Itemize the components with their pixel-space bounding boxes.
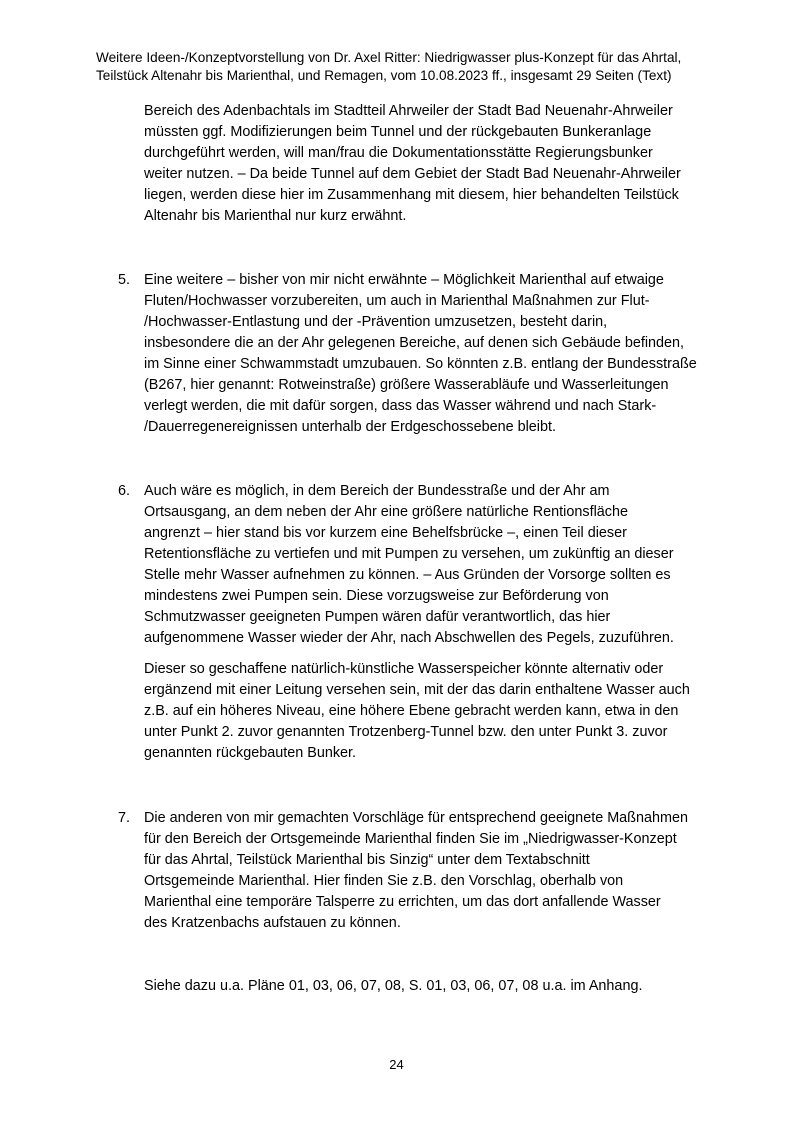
text-line: verlegt werden, die mit dafür sorgen, dass das Wasser während und nach Stark-: [144, 398, 657, 414]
page-header: [96, 49, 736, 85]
text-line: Marienthal eine temporäre Talsperre zu errichten, um das dort anfallende Wasser: [144, 894, 661, 910]
text-line: im Sinne einer Schwammstadt umzubauen. So könnten z.B. entlang der Bundesstraße: [144, 356, 697, 372]
text-line: /Dauerregenereignissen unterhalb der Erdgeschossebene bleibt.: [144, 419, 557, 435]
text-line: Bereich des Adenbachtals im Stadtteil Ahrweiler der Stadt Bad Neuenahr-Ahrweiler: [144, 103, 673, 119]
item-6-paragraph: [144, 481, 744, 649]
text-line: Ortsgemeinde Marienthal. Hier finden Sie z.B. den Vorschlag, oberhalb von: [144, 873, 624, 889]
text-line: Altenahr bis Marienthal nur kurz erwähnt.: [144, 208, 407, 224]
text-line: aufgenommene Wasser wieder der Ahr, nach Abschwellen des Pegels, zuzuführen.: [144, 630, 674, 646]
text-line: genannten rückgebauten Bunker.: [144, 745, 357, 761]
text-line: müssten ggf. Modifizierungen beim Tunnel und der rückgebauten Bunkeranlage: [144, 124, 652, 140]
item-6-number: 6.: [118, 483, 131, 499]
text-line: durchgeführt werden, will man/frau die Dokumentationsstätte Regierungsbunker: [144, 145, 653, 161]
text-line: Die anderen von mir gemachten Vorschläge für entsprechend geeignete Maßnahmen: [144, 810, 688, 826]
reference-line: [144, 976, 744, 997]
text-line: liegen, werden diese hier im Zusammenhang mit diesem, hier behandelten Teilstück: [144, 187, 679, 203]
text-line: (B267, hier genannt: Rotweinstraße) größere Wasserabläufe und Wasserleitungen: [144, 377, 669, 393]
text-line: Siehe dazu u.a. Pläne 01, 03, 06, 07, 08, S. 01, 03, 06, 07, 08 u.a. im Anhang.: [144, 978, 643, 994]
text-line: Auch wäre es möglich, in dem Bereich der Bundesstraße und der Ahr am: [144, 483, 610, 499]
text-line: mindestens zwei Pumpen sein. Diese vorzugsweise zur Beförderung von: [144, 588, 609, 604]
text-line: des Kratzenbachs aufstauen zu können.: [144, 915, 401, 931]
text-line: Stelle mehr Wasser aufnehmen zu können. – Aus Gründen der Vorsorge sollten es: [144, 567, 671, 583]
item-7-number: 7.: [118, 810, 131, 826]
item-5-paragraph: [144, 270, 744, 438]
intro-paragraph: [144, 101, 744, 227]
text-line: z.B. auf ein höheres Niveau, eine höhere Ebene gebracht werden kann, etwa in den: [144, 703, 679, 719]
text-line: Schmutzwasser geeigneten Pumpen wären dafür verantwortlich, das hier: [144, 609, 611, 625]
item-6-second-paragraph: [144, 659, 744, 764]
item-5-number: 5.: [118, 272, 131, 288]
text-line: ergänzend mit einer Leitung versehen sein, mit der das darin enthaltene Wasser auch: [144, 682, 690, 698]
text-line: Fluten/Hochwasser vorzubereiten, um auch in Marienthal Maßnahmen zur Flut-: [144, 293, 650, 309]
text-line: Dieser so geschaffene natürlich-künstliche Wasserspeicher könnte alternativ oder: [144, 661, 664, 677]
item-7-paragraph: [144, 808, 744, 934]
header-line-1: Weitere Ideen-/Konzeptvorstellung von Dr. Axel Ritter: Niedrigwasser plus-Konzept für das Ahrtal,: [96, 50, 682, 65]
text-line: insbesondere die an der Ahr gelegenen Bereiche, auf denen sich Gebäude befinden,: [144, 335, 685, 351]
text-line: für den Bereich der Ortsgemeinde Marienthal finden Sie im „Niedrigwasser-Konzept: [144, 831, 677, 847]
text-line: Eine weitere – bisher von mir nicht erwähnte – Möglichkeit Marienthal auf etwaige: [144, 272, 664, 288]
text-line: Retentionsfläche zu vertiefen und mit Pumpen zu versehen, um zukünftig an dieser: [144, 546, 674, 562]
text-line: weiter nutzen. – Da beide Tunnel auf dem Gebiet der Stadt Bad Neuenahr-Ahrweiler: [144, 166, 681, 182]
text-line: angrenzt – hier stand bis vor kurzem eine Behelfsbrücke –, einen Teil dieser: [144, 525, 627, 541]
text-line: /Hochwasser-Entlastung und der -Prävention umzusetzen, besteht darin,: [144, 314, 608, 330]
text-line: Ortsausgang, an dem neben der Ahr eine größere natürliche Rentionsfläche: [144, 504, 628, 520]
page-number: 24: [389, 1057, 404, 1072]
header-line-2: Teilstück Altenahr bis Marienthal, und Remagen, vom 10.08.2023 ff., insgesamt 29 Seiten (Text): [96, 68, 672, 83]
text-line: für das Ahrtal, Teilstück Marienthal bis Sinzig“ unter dem Textabschnitt: [144, 852, 590, 868]
text-line: unter Punkt 2. zuvor genannten Trotzenberg-Tunnel bzw. den unter Punkt 3. zuvor: [144, 724, 668, 740]
